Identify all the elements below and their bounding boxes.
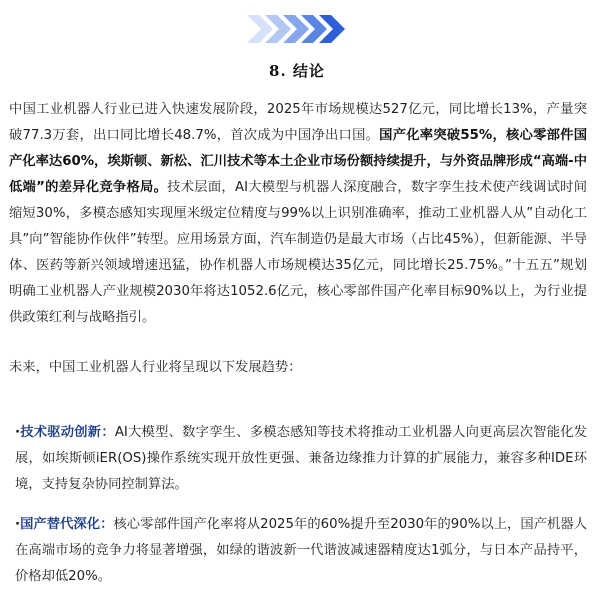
section-heading: 8. 结论: [269, 62, 325, 80]
intro-text-1: 中国工业机器人行业已进入快速发展阶段，2025年市场规模达527亿元，同比增长13%，产量突破77.3万套，出口同比增长48.7%，首次成为中国净出口国。: [9, 102, 587, 143]
trend-text: AI大模型、数字孪生、多模态感知等技术将推动工业机器人向更高层次智能化发展，如埃斯顿iER(OS)操作系统实现开放性更强、兼备边缘推力计算的扩展能力，兼容多种IDE环境，支持复杂协同控制算法。: [15, 425, 588, 492]
trend-item-localization: [15, 512, 587, 590]
trend-item-tech: [15, 420, 587, 498]
intro-bold-text: 国产化率突破55%，核心零部件国产化率达60%，埃斯顿、新松、汇川技术等本土企业市场份额持续提升，与外资品牌形成“高端-中低端”的差异化竞争格局。: [9, 128, 587, 195]
trend-title: 技术驱动创新: [20, 425, 102, 440]
trend-text: 核心零部件国产化率将从2025年的60%提升至2030年的90%以上，国产机器人在高端市场的竞争力将显著增强，如绿的谐波新一代谐波减速器精度达1弧分，与日本产品持平，价格却低20%。: [15, 517, 588, 584]
trend-separator: ：: [101, 425, 115, 440]
double-chevron-right-icon: [247, 13, 351, 45]
trend-title: 国产替代深化: [20, 517, 101, 532]
future-intro: 未来，中国工业机器人行业将呈现以下发展趋势：: [9, 360, 302, 375]
trend-separator: ：: [100, 517, 114, 532]
bullet-dot: ·: [15, 517, 21, 532]
intro-paragraph: [9, 97, 587, 331]
bullet-dot: ·: [15, 425, 21, 440]
intro-text-2: 技术层面，AI大模型与机器人深度融合，数字孪生技术使产线调试时间缩短30%，多模态感知实现厘米级定位精度与99%以上识别准确率，推动工业机器人从”自动化工具”向”智能协作伙伴”转型。应用场景方面，汽车制造仍是最大市场（占比45%），但新能源、半导体、医药等新兴领域增速迅猛，协作机器人市场规模达35亿元，同比增长25.75%。”十五五”规划明确工业机器人产业规模2030年将达1052.6亿元，核心零部件国产化率目标90%以上，为行业提供政策红利与战略指引。: [9, 180, 587, 325]
